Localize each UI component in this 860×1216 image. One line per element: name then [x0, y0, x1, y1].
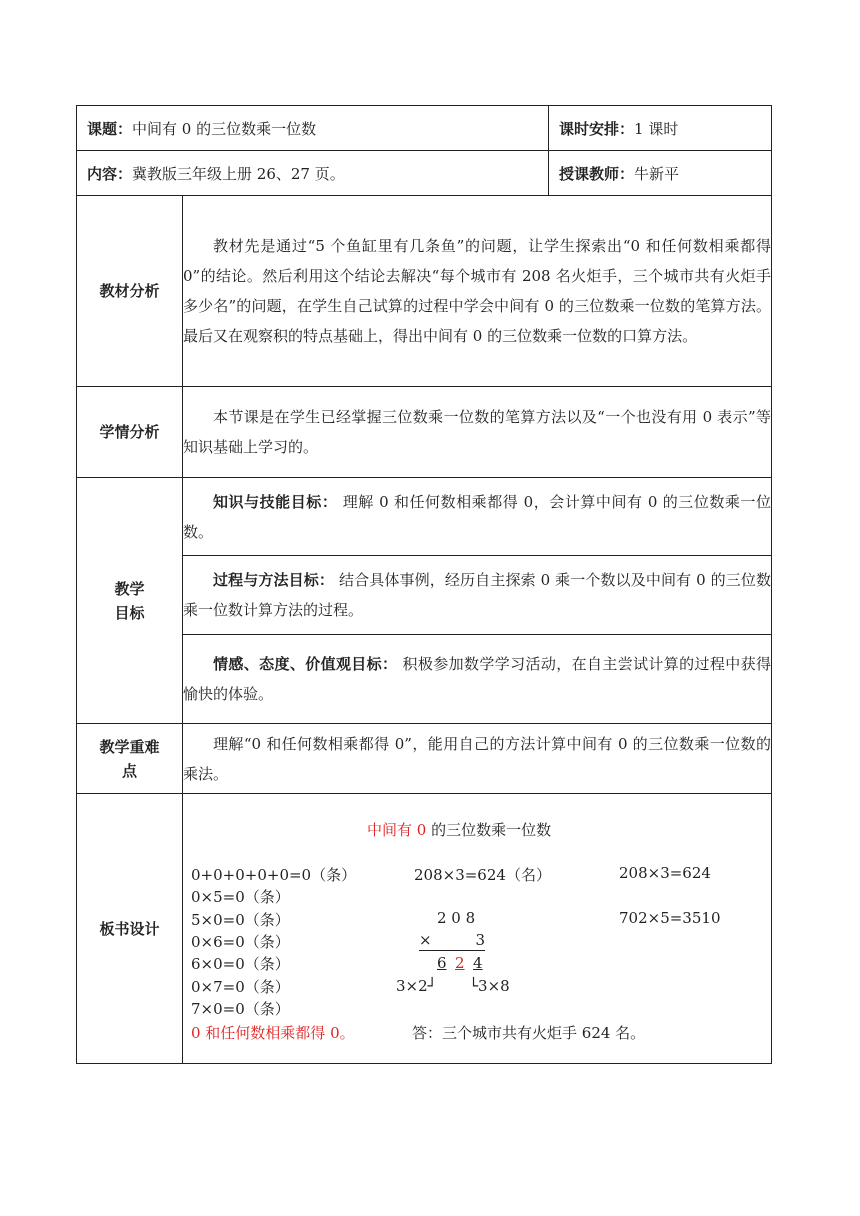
board-title-rest: 的三位数乘一位数: [426, 820, 552, 839]
board-conclusion: 0 和任何数相乘都得 0。: [191, 1023, 355, 1042]
keypoints-label-line1: 教学重难: [99, 737, 160, 756]
students-row: [77, 387, 772, 478]
keypoints-row: [77, 724, 772, 794]
calc-note-right: └3×8: [469, 976, 510, 995]
times-sign: ×: [419, 930, 432, 949]
board-cell: [183, 794, 772, 1064]
goals-label-line2: 目标: [114, 603, 145, 622]
board-area: [183, 795, 771, 1063]
board-title-red: 中间有 0: [367, 820, 427, 839]
result-digit: 4: [473, 953, 483, 972]
board-answer: 答：三个城市共有火炬手 624 名。: [412, 1023, 646, 1042]
left-line: 0×5=0（条）: [191, 887, 290, 906]
material-text: 教材先是通过“5 个鱼缸里有几条鱼”的问题，让学生探索出“0 和任何数相乘都得 0”的结论。然后利用这个结论去解决“每个城市有 208 名火炬手，三个城市共有火炬手多少名”的问题，在学生自己试算的过程中学会中间有 0 的三位数乘一位数的笔算方法。最后又在观察积的特点基础上，得出中间有 0 的三位数乘一位数的口算方法。: [183, 196, 772, 387]
schedule-value: 1 课时: [634, 119, 679, 138]
vertical-top: 2 0 8: [437, 908, 476, 927]
goal-text: 积极参加数学学习活动，在自主尝试计算的过程中获得愉快的体验。: [183, 655, 772, 703]
result-digit: 6: [437, 953, 447, 972]
result-digit-red: 2: [455, 953, 465, 972]
board-title: [367, 819, 551, 840]
goal-emotion: [183, 635, 772, 724]
teacher-label: 授课教师：: [559, 164, 635, 183]
vertical-multiplier-line: [419, 931, 485, 951]
topic-row: [77, 106, 772, 151]
goals-label: [77, 478, 183, 724]
goal-row-1: [77, 478, 772, 556]
content-value: 冀教版三年级上册 26、27 页。: [132, 164, 345, 183]
material-row: [77, 196, 772, 387]
content-label: 内容：: [87, 164, 133, 183]
teacher-cell: [549, 151, 772, 196]
vertical-mult: 3: [475, 930, 485, 949]
left-line: 6×0=0（条）: [191, 954, 290, 973]
keypoints-label-line2: 点: [121, 761, 137, 780]
topic-label: 课题：: [87, 119, 133, 138]
left-line: 0+0+0+0+0=0（条）: [191, 865, 357, 884]
schedule-cell: [549, 106, 772, 151]
goals-label-line1: 教学: [114, 579, 145, 598]
schedule-label: 课时安排：: [559, 119, 635, 138]
content-row: [77, 151, 772, 196]
lesson-plan-table: [76, 105, 772, 1064]
goal-title: 情感、态度、价值观目标：: [213, 655, 398, 673]
content-cell: [77, 151, 549, 196]
goal-title: 过程与方法目标：: [213, 571, 335, 589]
goal-text: 结合具体事例，经历自主探索 0 乘一个数以及中间有 0 的三位数乘一位数计算方法的过程。: [183, 571, 772, 619]
keypoints-text: 理解“0 和任何数相乘都得 0”，能用自己的方法计算中间有 0 的三位数乘一位数的乘法。: [183, 724, 772, 794]
right-equation: 208×3=624: [619, 863, 711, 882]
material-label: 教材分析: [77, 196, 183, 387]
left-line: 0×6=0（条）: [191, 932, 290, 951]
left-line: 0×7=0（条）: [191, 977, 290, 996]
board-row: [77, 794, 772, 1064]
mid-equation: 208×3=624（名）: [414, 865, 551, 884]
topic-cell: [77, 106, 549, 151]
goal-process: [183, 556, 772, 635]
goal-text: 理解 0 和任何数相乘都得 0，会计算中间有 0 的三位数乘一位数。: [183, 492, 771, 541]
calc-note-left: 3×2┘: [396, 976, 437, 995]
keypoints-label: [77, 724, 183, 794]
left-line: 5×0=0（条）: [191, 910, 290, 929]
right-equation: 702×5=3510: [619, 908, 721, 927]
students-text: 本节课是在学生已经掌握三位数乘一位数的笔算方法以及“一个也没有用 0 表示”等知识基础上学习的。: [183, 387, 772, 478]
goal-title: 知识与技能目标：: [213, 492, 338, 511]
topic-value: 中间有 0 的三位数乘一位数: [132, 119, 317, 138]
board-label: 板书设计: [77, 794, 183, 1064]
students-label: 学情分析: [77, 387, 183, 478]
left-line: 7×0=0（条）: [191, 999, 290, 1018]
goal-knowledge: [183, 478, 772, 556]
teacher-value: 牛新平: [634, 164, 680, 183]
